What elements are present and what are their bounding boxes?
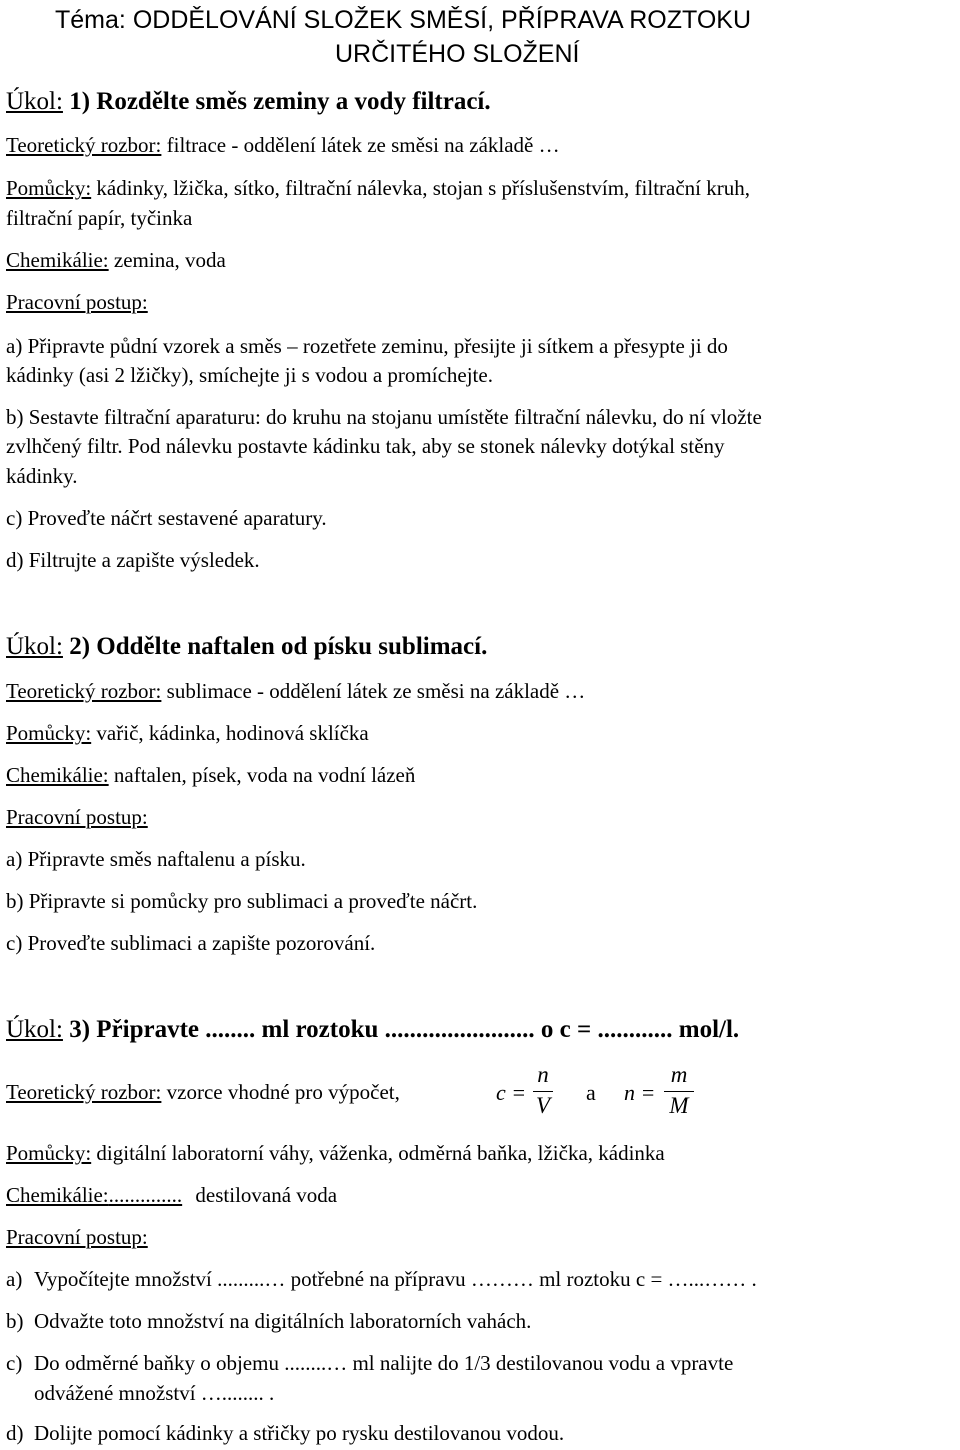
- task2-chemikalie: [6, 760, 415, 791]
- task1-pomucky-text2: filtrační papír, tyčinka: [6, 206, 193, 230]
- task2-chemikalie-text: naftalen, písek, voda na vodní lázeň: [113, 763, 416, 787]
- task2-teorie-text: sublimace - oddělení látek ze směsi na základě …: [166, 679, 586, 703]
- task1-pomucky-cont: [6, 203, 192, 234]
- task3-step-d-marker: d): [6, 1421, 24, 1445]
- task2-pomucky: [6, 718, 369, 749]
- task2-step-a: a) Připravte směs naftalenu a písku.: [6, 847, 306, 871]
- task3-step-a: Vypočítejte množství .........… potřebné na přípravu ……… ml roztoku c = …...…… .: [34, 1267, 757, 1291]
- task2-heading: [6, 631, 487, 662]
- task3-step-c-marker: c): [6, 1351, 23, 1375]
- task1-teorie: [6, 130, 560, 161]
- chemikalie-label: [6, 1183, 182, 1207]
- teorie-label: Teoretický rozbor:: [6, 133, 162, 157]
- formula-n-lhs: n =: [624, 1080, 656, 1105]
- task3-chemikalie-text: destilovaná voda: [195, 1183, 338, 1207]
- chemikalie-label: Chemikálie:: [6, 248, 109, 272]
- postup-label: Pracovní postup:: [6, 805, 148, 829]
- formula-c-numerator: n: [537, 1062, 549, 1087]
- page-title: [55, 4, 751, 36]
- task3-step-b-marker: b): [6, 1309, 24, 1333]
- task1-step-b-cont: zvlhčený filtr. Pod nálevku postavte kádinku tak, aby se stonek nálevky dotýkal stěny: [6, 434, 725, 458]
- task1-title: 1) Rozdělte směs zeminy a vody filtrací.: [69, 88, 491, 115]
- task3-teorie-text: vzorce vhodné pro výpočet,: [166, 1080, 400, 1104]
- chemikalie-label: Chemikálie:: [6, 763, 109, 787]
- task3-pomucky-text: digitální laboratorní váhy, váženka, odměrná baňka, lžička, kádinka: [96, 1141, 665, 1165]
- task2-teorie: [6, 676, 585, 707]
- ukol-label: Úkol:: [6, 633, 63, 660]
- tema-line1: ODDĚLOVÁNÍ SLOŽEK SMĚSÍ, PŘÍPRAVA ROZTOKU: [132, 6, 752, 34]
- task1-postup-label: [6, 287, 148, 318]
- postup-label: Pracovní postup:: [6, 290, 148, 314]
- pomucky-label: Pomůcky:: [6, 176, 92, 200]
- task1-step-a-cont: kádinky (asi 2 lžičky), smíchejte ji s vodou a promíchejte.: [6, 363, 493, 387]
- teorie-label: Teoretický rozbor:: [6, 679, 162, 703]
- ukol-label: Úkol:: [6, 88, 63, 115]
- formula-n-denominator: M: [669, 1093, 689, 1118]
- pomucky-label: Pomůcky:: [6, 1141, 92, 1165]
- task2-step-c: c) Proveďte sublimaci a zapište pozorování.: [6, 931, 376, 955]
- formula-c-lhs: c =: [496, 1080, 527, 1105]
- task3-pomucky: [6, 1138, 665, 1169]
- task1-chemikalie-text: zemina, voda: [113, 248, 226, 272]
- task3-step-d: Dolijte pomocí kádinky a střičky po rysku destilovanou vodou.: [34, 1421, 565, 1445]
- task3-heading: [6, 1014, 739, 1045]
- task1-chemikalie: [6, 245, 226, 276]
- task1-pomucky-text: kádinky, lžička, sítko, filtrační nálevka, stojan s příslušenstvím, filtrační kruh,: [96, 176, 750, 200]
- teorie-label: Teoretický rozbor:: [6, 1080, 162, 1104]
- page-title-line2: [335, 38, 579, 70]
- formula-n-numerator: m: [670, 1062, 688, 1087]
- chemikalie-label-text: Chemikálie:: [6, 1183, 109, 1207]
- task2-postup-label: [6, 802, 148, 833]
- task1-step-b: b) Sestavte filtrační aparaturu: do kruhu na stojanu umístěte filtrační nálevku, do ní vložte: [6, 405, 762, 429]
- formula-and: a: [586, 1080, 596, 1105]
- task3-postup-label: [6, 1222, 148, 1253]
- task1-step-b-cont2: kádinky.: [6, 464, 78, 488]
- task2-pomucky-text: vařič, kádinka, hodinová sklíčka: [96, 721, 369, 745]
- task2-step-b: b) Připravte si pomůcky pro sublimaci a proveďte náčrt.: [6, 889, 478, 913]
- task3-teorie: [6, 1077, 400, 1108]
- formula-n-fraction: [664, 1063, 694, 1118]
- tema-line2: URČITÉHO SLOŽENÍ: [335, 40, 580, 68]
- task3-step-a-marker: a): [6, 1267, 23, 1291]
- task1-step-c: c) Proveďte náčrt sestavené aparatury.: [6, 506, 327, 530]
- pomucky-label: Pomůcky:: [6, 721, 92, 745]
- task1-step-a: a) Připravte půdní vzorek a směs – rozetřete zeminu, přesijte ji sítkem a přesypte ji do: [6, 334, 728, 358]
- task2-title: 2) Oddělte naftalen od písku sublimací.: [69, 633, 488, 660]
- formula-c-fraction: [533, 1063, 553, 1118]
- fraction-bar: [533, 1091, 553, 1092]
- formula-c-denominator: V: [535, 1093, 551, 1118]
- task1-pomucky: [6, 173, 750, 204]
- task3-step-b: Odvažte toto množství na digitálních laboratorních vahách.: [34, 1309, 532, 1333]
- postup-label: Pracovní postup:: [6, 1225, 148, 1249]
- task3-chemikalie: [6, 1180, 337, 1211]
- ukol-label: Úkol:: [6, 1016, 63, 1043]
- tema-label: Téma:: [55, 6, 126, 34]
- fraction-bar: [664, 1091, 694, 1092]
- task3-title: 3) Připravte ........ ml roztoku ........................ o c = ............ mol/l.: [69, 1016, 740, 1043]
- chemikalie-blank: ..............: [108, 1183, 183, 1207]
- task3-step-c-cont: odvážené množství …........ .: [34, 1381, 275, 1405]
- task1-teorie-text: filtrace - oddělení látek ze směsi na základě …: [166, 133, 560, 157]
- task1-heading: [6, 86, 491, 117]
- task1-step-d: d) Filtrujte a zapište výsledek.: [6, 548, 260, 572]
- task3-step-c: Do odměrné baňky o objemu ........… ml nalijte do 1/3 destilovanou vodu a vpravte: [34, 1351, 734, 1375]
